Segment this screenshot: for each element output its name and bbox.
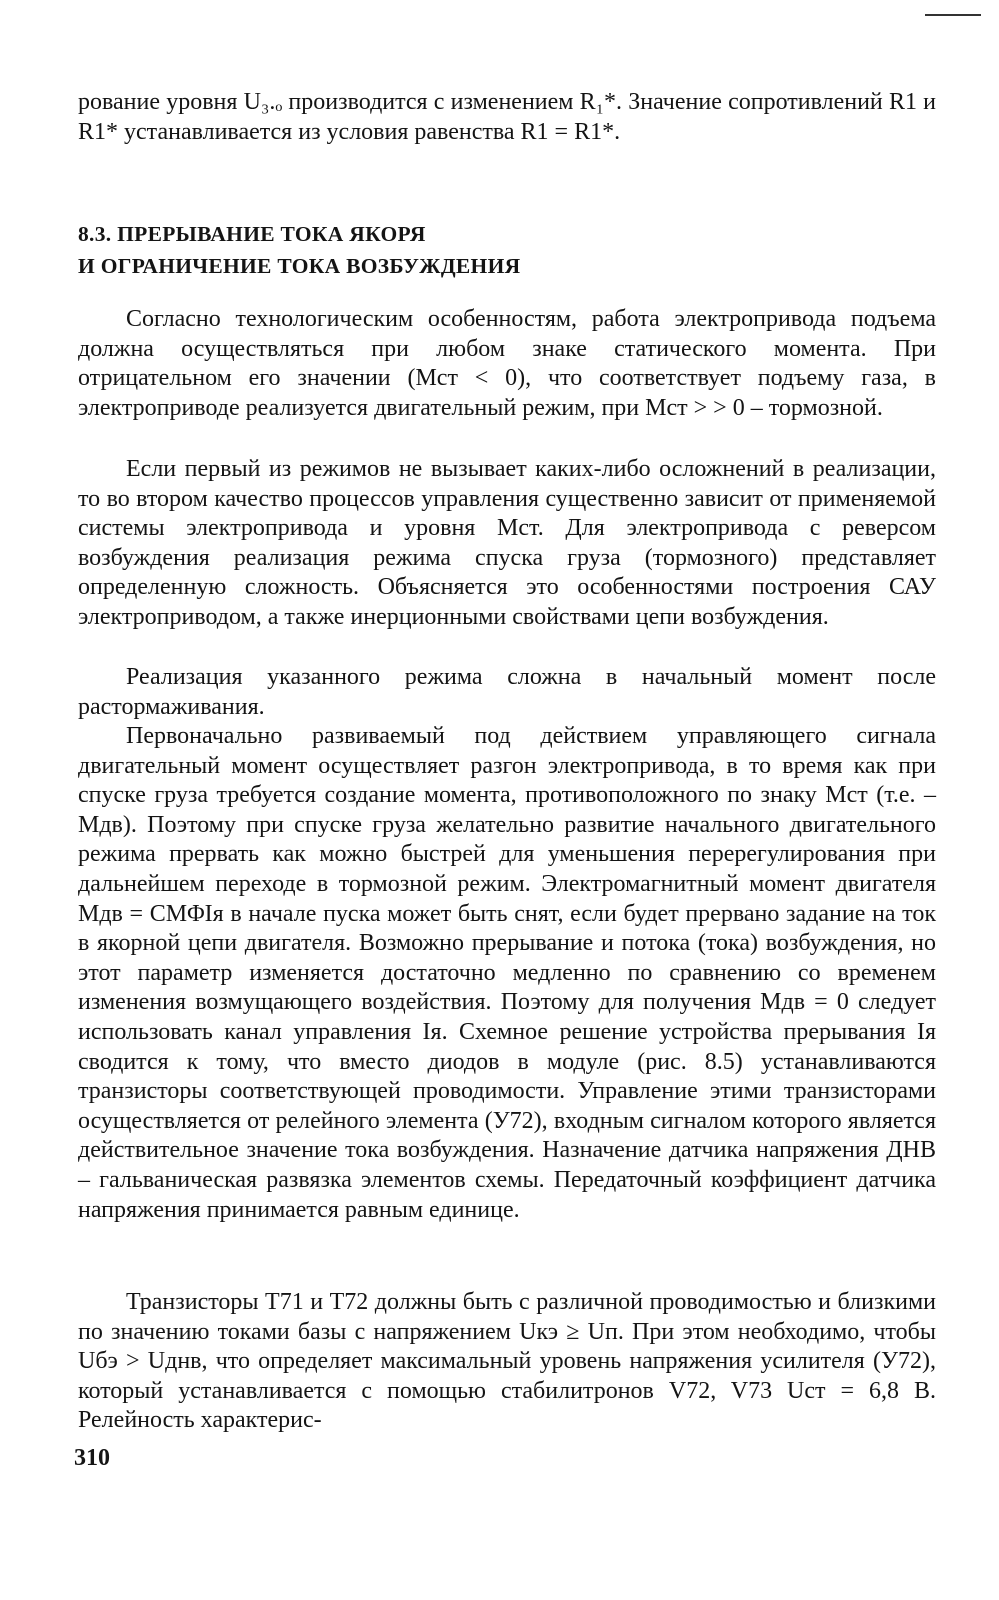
- paragraph-2: Если первый из режимов не вызывает каких-либо осложнений в реализации, то во втором качество процессов управления существенно зависит от применяемой системы электропривода и уровня Mст. Для электропривода с реверсом возбуждения реализация режима спуска груза (тормозного) представляет определенную сложность. Объясняется это особенностями построения САУ электроприводом, а также инерционными свойствами цепи возбуждения.: [78, 456, 936, 630]
- paragraph-4: Первоначально развиваемый под действием управляющего сигнала двигательный момент осуществляет разгон электропривода, в то время как при спуске груза требуется создание момента, противоположного по знаку Mст (т.е. – Mдв). Поэтому при спуске груза желательно развитие начального двигательного режима прервать как можно быстрей для уменьшения перерегулирования при дальнейшем переходе в тормозной режим. Электромагнитный момент двигателя Mдв = CMΦIя в начале пуска может быть снят, если будет прервано задание на ток в якорной цепи двигателя. Возможно прерывание и потока (тока) возбуждения, но этот параметр изменяется достаточно медленно по сравнению со временем изменения возмущающего воздействия. Поэтому для получения Mдв = 0 следует использовать канал управления Iя. Схемное решение устройства прерывания Iя сводится к тому, что вместо диодов в модуле (рис. 8.5) устанавливаются транзисторы соответствующей проводимости. Управление этими транзисторами осуществляется от релейного элемента (У72), входным сигналом которого является действительное значение тока возбуждения. Назначение датчика напряжения ДНВ – гальваническая развязка элементов схемы. Передаточный коэффициент датчика напряжения принимается равным единице.: [78, 723, 936, 1223]
- section-heading-line-2: И ОГРАНИЧЕНИЕ ТОКА ВОЗБУЖДЕНИЯ: [78, 254, 521, 278]
- paragraph-3: Реализация указанного режима сложна в начальный момент после растормаживания.: [78, 664, 936, 720]
- paragraph-1: Согласно технологическим особенностям, работа электропривода подъема должна осуществляться при любом знаке статического момента. При отрицательном его значении (Mст < 0), что соответствует подъему газа, в электроприводе реализуется двигательный режим, при Mст > > 0 – тормозной.: [78, 306, 936, 421]
- header-rule: [925, 14, 981, 16]
- section-heading-line-1: 8.3. ПРЕРЫВАНИЕ ТОКА ЯКОРЯ: [78, 222, 426, 246]
- page-number: 310: [74, 1445, 110, 1471]
- section-heading: [78, 218, 936, 282]
- paragraph-5: Транзисторы T71 и T72 должны быть с различной проводимостью и близкими по значению токами базы с напряжением Uкэ ≥ Uп. При этом необходимо, чтобы Uбэ > Uднв, что определяет максимальный уровень напряжения усилителя (У72), который устанавливается с помощью стабилитронов V72, V73 Uст = 6,8 В. Релейность характерис-: [78, 1289, 936, 1434]
- paragraph-carryover: рование уровня U₃.ₒ производится с изменением R₁*. Значение сопротивлений R1 и R1* устанавливается из условия равенства R1 = R1*.: [78, 89, 936, 145]
